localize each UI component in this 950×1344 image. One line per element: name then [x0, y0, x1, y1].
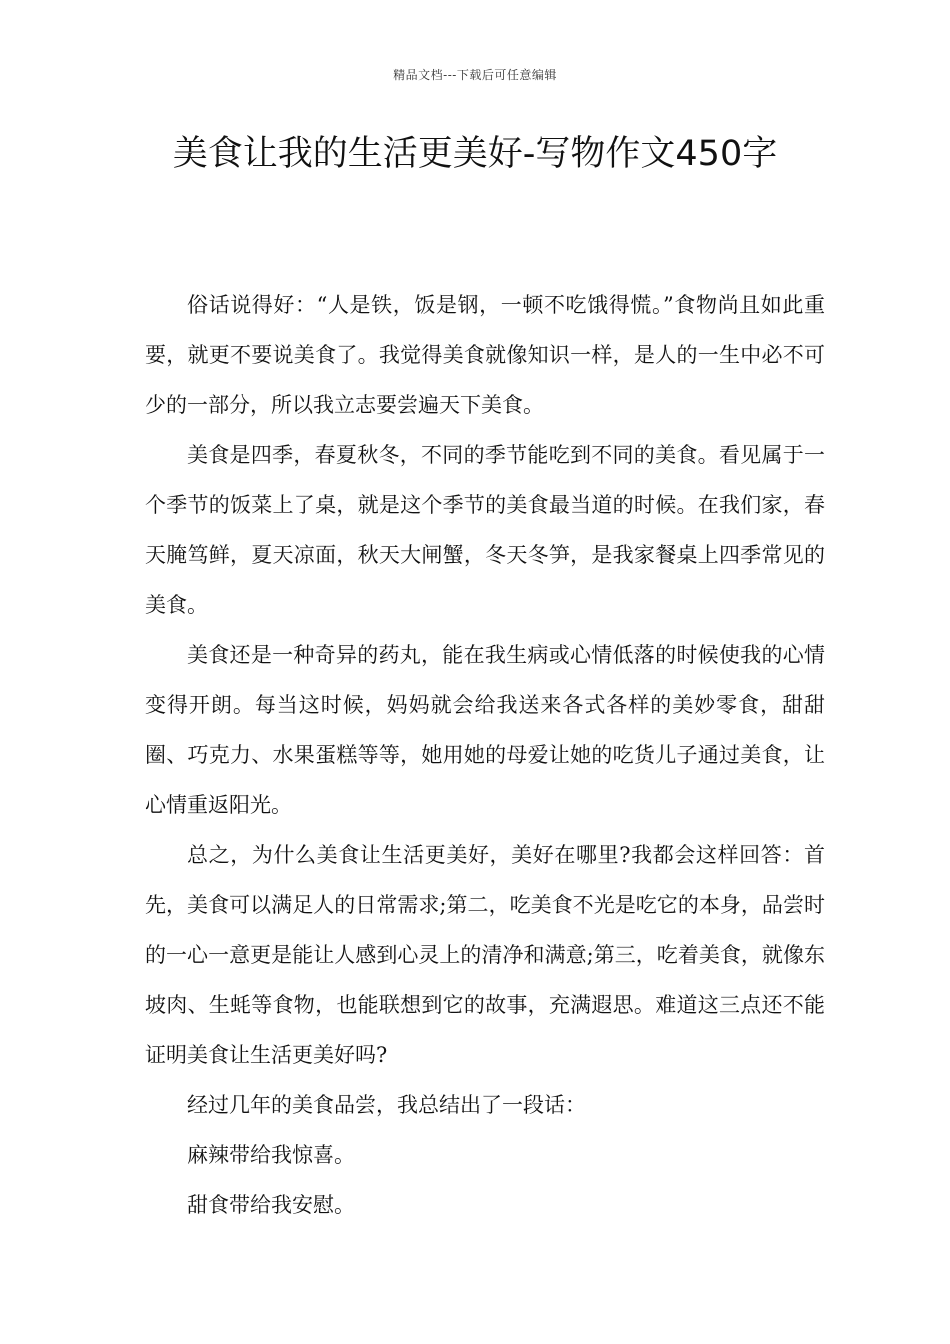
- paragraph: 俗话说得好：“人是铁，饭是钢，一顿不吃饿得慌。”食物尚且如此重要，就更不要说美食了。我觉得美食就像知识一样，是人的一生中必不可少的一部分，所以我立志要尝遍天下美食。: [145, 293, 825, 417]
- header-note: 精品文档---下载后可任意编辑: [393, 68, 557, 82]
- document-title: 美食让我的生活更美好-写物作文450字: [172, 134, 778, 174]
- paragraph: 美食还是一种奇异的药丸，能在我生病或心情低落的时候使我的心情变得开朗。每当这时候，妈妈就会给我送来各式各样的美妙零食，甜甜圈、巧克力、水果蛋糕等等，她用她的母爱让她的吃货儿子通过美食，让心情重返阳光。: [145, 643, 825, 817]
- paragraph: 甜食带给我安慰。: [187, 1193, 355, 1217]
- paragraph: 美食是四季，春夏秋冬，不同的季节能吃到不同的美食。看见属于一个季节的饭菜上了桌，就是这个季节的美食最当道的时候。在我们家，春天腌笃鲜，夏天凉面，秋天大闸蟹，冬天冬笋，是我家餐桌上四季常见的美食。: [145, 443, 825, 617]
- paragraph: 麻辣带给我惊喜。: [187, 1143, 355, 1167]
- paragraph: 经过几年的美食品尝，我总结出了一段话：: [187, 1093, 586, 1117]
- paragraph: 总之，为什么美食让生活更美好，美好在哪里?我都会这样回答：首先，美食可以满足人的日常需求;第二，吃美食不光是吃它的本身，品尝时的一心一意更是能让人感到心灵上的清净和满意;第三，吃着美食，就像东坡肉、生蚝等食物，也能联想到它的故事，充满遐思。难道这三点还不能证明美食让生活更美好吗?: [145, 843, 825, 1067]
- document-body: [145, 280, 825, 1230]
